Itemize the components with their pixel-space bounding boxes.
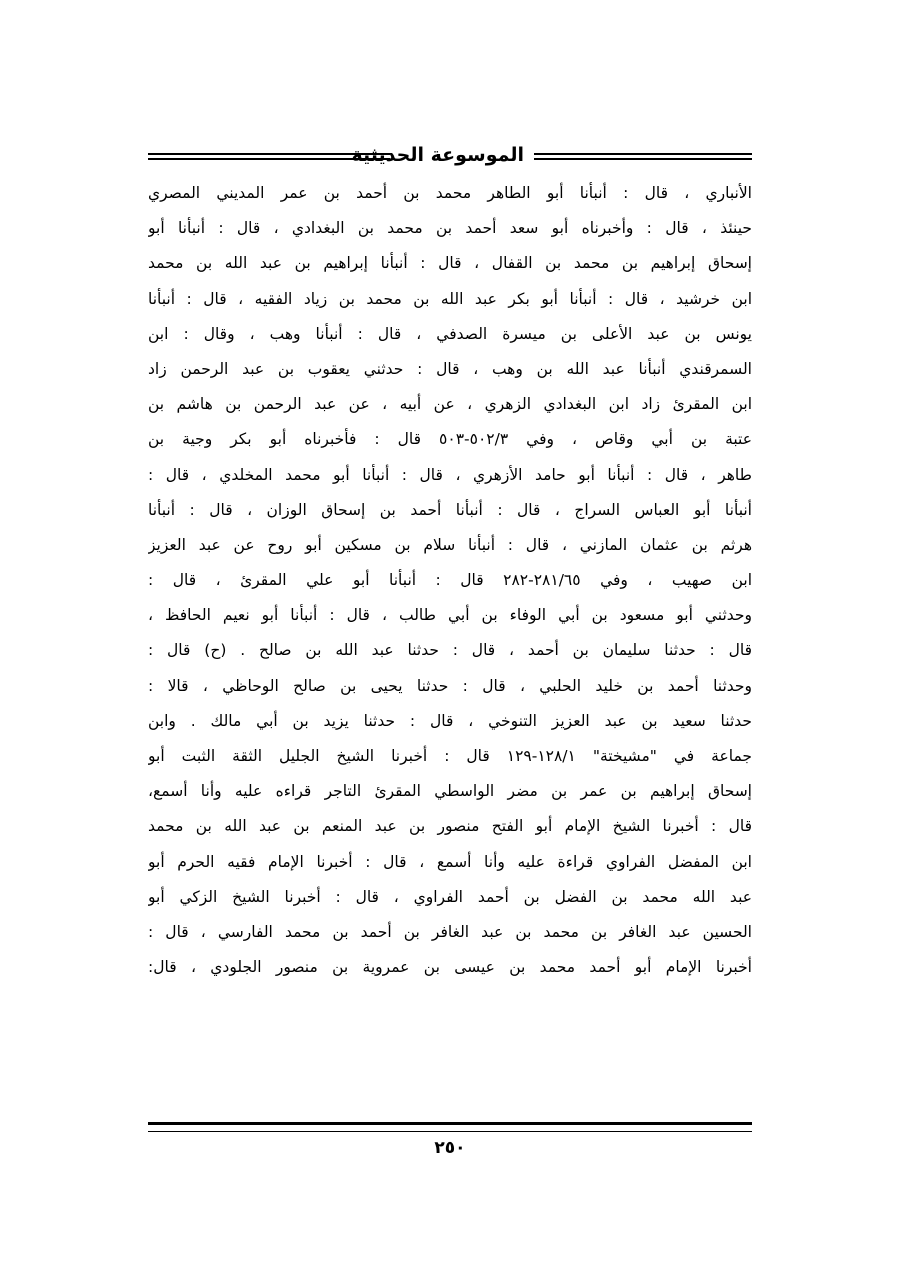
text-line-19: قال : أخبرنا الشيخ الإمام أبو الفتح منصور بن عبد المنعم بن عبد الله بن محمد — [148, 817, 752, 836]
header-rule-left — [148, 153, 390, 160]
text-line-10: أنبأنا أبو العباس السراج ، قال : أنبأنا أحمد بن إسحاق الوزان ، قال : أنبأنا — [148, 500, 752, 519]
text-line-3: إسحاق إبراهيم بن محمد بن القفال ، قال : أنبأنا إبراهيم بن عبد الله بن محمد — [148, 254, 752, 273]
text-line-20: ابن المفضل الفراوي قراءة عليه وأنا أسمع ، قال : أخبرنا الإمام فقيه الحرم أبو — [148, 852, 752, 871]
page-number: ٢٥٠ — [434, 1138, 466, 1158]
text-line-22: الحسين عبد الغافر بن محمد بن عبد الغافر بن أحمد بن محمد الفارسي ، قال : — [148, 922, 752, 941]
text-line-14: قال : حدثنا سليمان بن أحمد ، قال : حدثنا عبد الله بن صالح . (ح) قال : — [148, 641, 752, 660]
text-line-17: جماعة في "مشيختة" ١٢٨/١-١٢٩ قال : أخبرنا الشيخ الجليل الثقة الثبت أبو — [148, 747, 752, 765]
text-line-12: ابن صهيب ، وفي ٢٨١/٦٥-٢٨٢ قال : أنبأنا أبو علي المقرئ ، قال : — [148, 571, 752, 590]
text-line-7: ابن المقرئ زاد ابن البغدادي الزهري ، عن أبيه ، عن عبد الرحمن بن هاشم بن — [148, 395, 752, 414]
text-line-15: وحدثنا أحمد بن خليد الحلبي ، قال : حدثنا يحيى بن صالح الوحاظي ، قالا : — [148, 676, 752, 695]
text-line-21: عبد الله محمد بن الفضل بن أحمد الفراوي ، قال : أخبرنا الشيخ الزكي أبو — [148, 887, 752, 906]
text-line-18: إسحاق إبراهيم بن عمر بن مضر الواسطي المقرئ التاجر قراءه عليه وأنا أسمع، — [148, 782, 752, 801]
body-text — [148, 176, 752, 985]
text-line-23: أخبرنا الإمام أبو أحمد محمد بن عيسى بن عمروية بن منصور الجلودي ، قال: — [148, 958, 752, 977]
text-line-5: يونس بن عبد الأعلى بن ميسرة الصدفي ، قال : أنبأنا وهب ، وقال : ابن — [148, 324, 752, 343]
text-line-8: عتبة بن أبي وقاص ، وفي ٥٠٢/٣-٥٠٣ قال : فأخبرناه أبو بكر وجية بن — [148, 430, 752, 449]
text-line-16: حدثنا سعيد بن عبد العزيز التنوخي ، قال : حدثنا يزيد بن أبي مالك . وابن — [148, 711, 752, 730]
text-line-2: حينئذ ، قال : وأخبرناه أبو سعد أحمد بن محمد بن البغدادي ، قال : أنبأنا أبو — [148, 219, 752, 238]
text-line-6: السمرقندي أنبأنا عبد الله بن وهب ، قال : حدثني يعقوب بن عبد الرحمن زاد — [148, 359, 752, 378]
text-line-4: ابن خرشيد ، قال : أنبأنا أبو بكر عبد الله بن محمد بن زياد الفقيه ، قال : أنبأنا — [148, 289, 752, 308]
header-title: الموسوعة الحديثية — [351, 144, 524, 166]
page-header — [148, 140, 752, 174]
footer-rule — [148, 1122, 752, 1132]
text-line-9: طاهر ، قال : أنبأنا أبو حامد الأزهري ، قال : أنبأنا أبو محمد المخلدي ، قال : — [148, 465, 752, 484]
text-line-11: هرثم بن عثمان المازني ، قال : أنبأنا سلام بن مسكين أبو روح عن عبد العزيز — [148, 535, 752, 554]
text-line-13: وحدثني أبو مسعود بن أبي الوفاء بن أبي طالب ، قال : أنبأنا أبو نعيم الحافظ ، — [148, 606, 752, 625]
text-line-1: الأنباري ، قال : أنبأنا أبو الطاهر محمد بن أحمد بن عمر المديني المصري — [148, 184, 752, 202]
header-rule-right — [534, 153, 752, 160]
